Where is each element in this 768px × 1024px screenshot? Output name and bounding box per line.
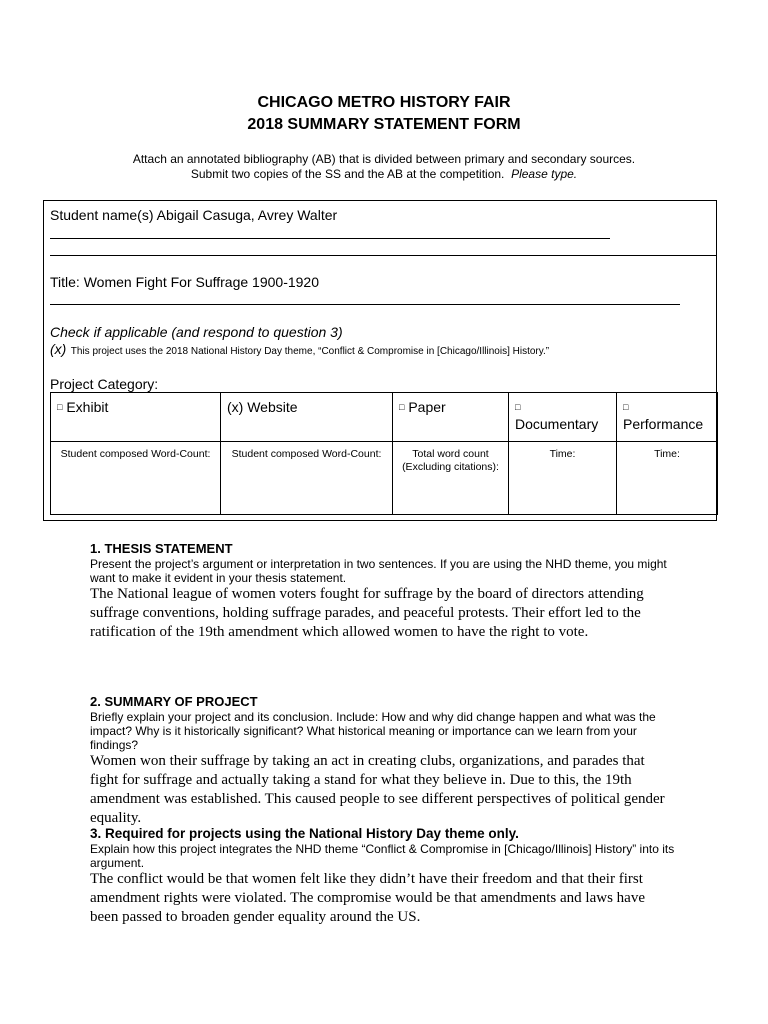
project-category-table xyxy=(50,392,718,515)
category-label: Performance xyxy=(623,416,704,432)
project-title-value[interactable]: Women Fight For Suffrage 1900-1920 xyxy=(83,274,320,290)
theme-answer[interactable]: The conflict would be that women felt like they didn’t have their freedom and that their first amendment rights were violated. The compromise would be that amendments and laws have been passed to broaden gender equality around the US. xyxy=(90,871,645,925)
summary-instructions: Briefly explain your project and its conclusion. Include: How and why did change happen and what was the impact? Why is it historically significant? What historical meaning or importance can we learn from your findings? xyxy=(90,710,656,752)
category-documentary[interactable] xyxy=(509,393,617,442)
performance-time[interactable]: Time: xyxy=(617,442,718,515)
project-title-label: Title: xyxy=(50,274,80,290)
instructions-line2-text: Submit two copies of the SS and the AB at the competition. xyxy=(190,167,505,181)
checkbox-icon[interactable]: □ xyxy=(623,402,629,412)
category-label: Website xyxy=(247,399,298,415)
category-performance[interactable] xyxy=(617,393,718,442)
category-website[interactable] xyxy=(221,393,393,442)
exhibit-word-count[interactable]: Student composed Word-Count: xyxy=(51,442,221,515)
theme-section xyxy=(90,826,690,927)
thesis-section xyxy=(90,541,680,642)
thesis-heading: 1. THESIS STATEMENT xyxy=(90,541,233,556)
student-names-label: Student name(s) xyxy=(50,207,154,223)
category-label: Documentary xyxy=(515,416,599,432)
student-names-row xyxy=(50,207,337,224)
category-exhibit[interactable] xyxy=(51,393,221,442)
instructions-line2-emphasis: Please type. xyxy=(511,167,578,181)
summary-heading: 2. SUMMARY OF PROJECT xyxy=(90,694,258,709)
student-names-underline-2 xyxy=(50,255,717,256)
theme-instructions: Explain how this project integrates the NHD theme “Conflict & Compromise in [Chicago/Illinois] History” into its argument. xyxy=(90,842,675,870)
student-names-underline-1 xyxy=(50,238,610,239)
theme-heading: 3. Required for projects using the National History Day theme only. xyxy=(90,826,519,841)
summary-answer[interactable]: Women won their suffrage by taking an act in creating clubs, organizations, and parades that fight for suffrage and actually taking a stand for what they believe in. Due to this, the 19th amendment was established. This caused people to see different perspectives of political gender equality. xyxy=(90,753,665,826)
student-names-value[interactable]: Abigail Casuga, Avrey Walter xyxy=(156,207,338,223)
website-word-count[interactable]: Student composed Word-Count: xyxy=(221,442,393,515)
category-label: Paper xyxy=(408,399,446,415)
thesis-answer[interactable]: The National league of women voters fought for suffrage by the board of directors attending suffrage conventions, holding suffrage parades, and peaceful protests. Their effort led to the ratification of the 19th amendment which allowed women to have the right to vote. xyxy=(90,586,644,640)
project-title-row xyxy=(50,274,319,291)
instructions-line1: Attach an annotated bibliography (AB) that is divided between primary and secondary sources. xyxy=(132,152,636,166)
checkbox-mark[interactable]: (x) xyxy=(227,399,244,415)
form-title-line1: CHICAGO METRO HISTORY FAIR xyxy=(257,94,511,111)
documentary-time[interactable]: Time: xyxy=(509,442,617,515)
checkbox-icon[interactable]: □ xyxy=(515,402,521,412)
project-title-underline xyxy=(50,304,680,305)
summary-section xyxy=(90,694,680,828)
theme-checkbox-text: This project uses the 2018 National History Day theme, “Conflict & Compromise in [Chicago/Illinois] History.” xyxy=(70,346,550,357)
form-title-line2: 2018 SUMMARY STATEMENT FORM xyxy=(247,116,521,133)
category-paper[interactable] xyxy=(393,393,509,442)
category-label: Exhibit xyxy=(66,399,109,415)
theme-checkbox-row[interactable] xyxy=(50,341,549,359)
checkbox-icon[interactable]: □ xyxy=(57,402,63,412)
project-category-label: Project Category: xyxy=(50,376,159,392)
check-applicable-label: Check if applicable (and respond to question 3) xyxy=(50,324,343,340)
checkbox-icon[interactable]: □ xyxy=(399,402,405,412)
instructions-line2 xyxy=(0,167,768,182)
thesis-instructions: Present the project’s argument or interpretation in two sentences. If you are using the NHD theme, you might want to make it evident in your thesis statement. xyxy=(90,557,667,585)
paper-word-count[interactable]: Total word count (Excluding citations): xyxy=(393,442,509,515)
theme-checkbox-mark[interactable]: (x) xyxy=(50,341,67,357)
